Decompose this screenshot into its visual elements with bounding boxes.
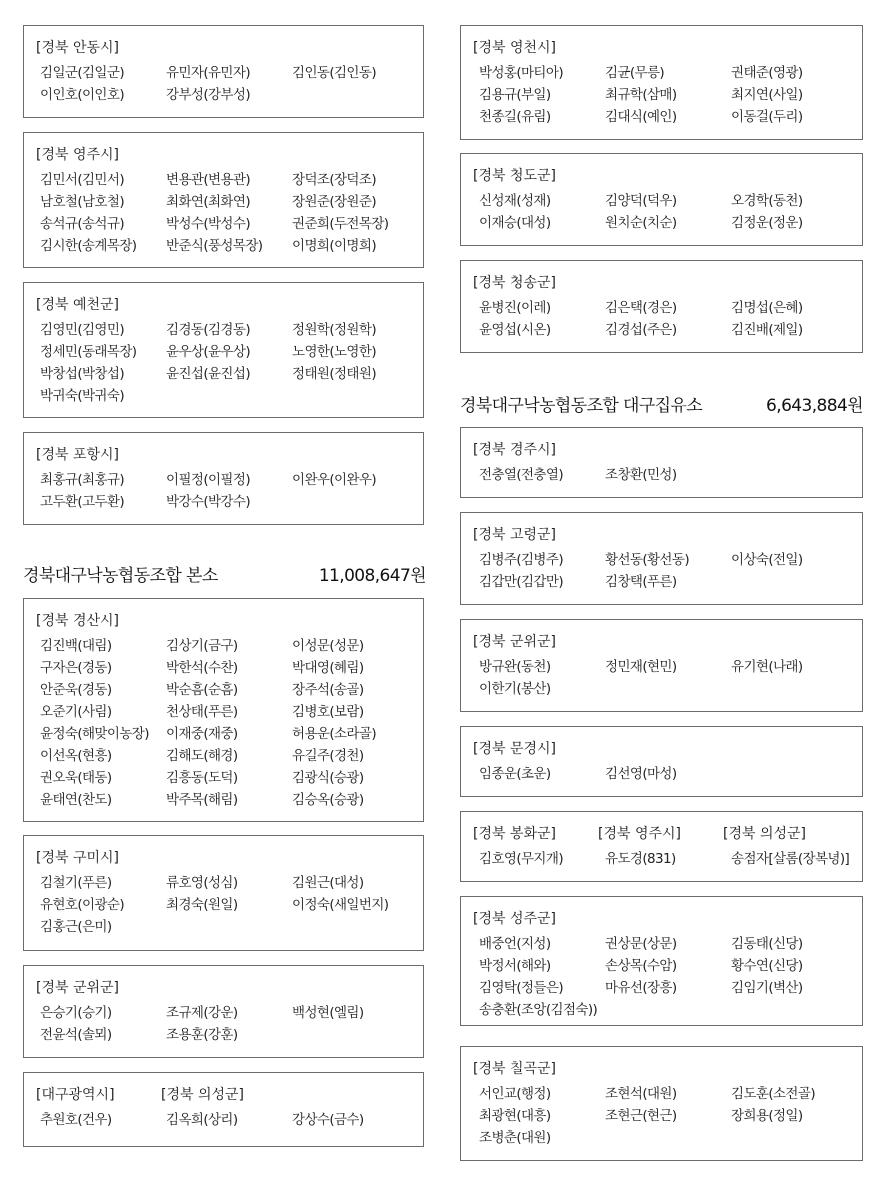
region-box xyxy=(460,1046,863,1161)
member-name: 박성수(박성수) xyxy=(166,216,250,232)
member-name: 박순흠(순흠) xyxy=(166,682,238,698)
member-name: 배중언(지성) xyxy=(479,936,551,952)
member-name: 조규제(강운) xyxy=(166,1005,238,1021)
region-header-row xyxy=(473,908,862,927)
member-name: 이명희(이명희) xyxy=(292,238,376,254)
member-list xyxy=(40,319,423,407)
member-name: 김영탁(정들은) xyxy=(479,980,563,996)
region-label: [경북 군위군] xyxy=(36,980,119,996)
member-name: 조용훈(강훈) xyxy=(166,1027,238,1043)
member-name: 김진배(제일) xyxy=(731,322,803,338)
member-name: 김임기(벽산) xyxy=(731,980,803,996)
member-list xyxy=(479,1083,862,1149)
member-name: 박강수(박강수) xyxy=(166,494,250,510)
member-name: 이선옥(현흥) xyxy=(40,748,112,764)
member-name: 김경섭(주은) xyxy=(605,322,677,338)
member-list xyxy=(479,656,862,700)
member-name: 임종운(초운) xyxy=(479,766,551,782)
region-header-row xyxy=(473,524,862,543)
member-name: 정민재(현민) xyxy=(605,659,677,675)
member-list xyxy=(479,763,862,785)
member-name: 허용운(소라골) xyxy=(292,726,376,742)
member-name: 김승옥(승광) xyxy=(292,792,364,808)
member-name: 윤진섭(윤진섭) xyxy=(166,366,250,382)
region-header-row xyxy=(473,631,862,650)
member-name: 추원호(건우) xyxy=(40,1112,112,1128)
region-box xyxy=(23,282,424,418)
region-label: [경북 의성군] xyxy=(723,826,806,842)
member-name: 최지연(사일) xyxy=(731,87,803,103)
member-name: 정태원(정태원) xyxy=(292,366,376,382)
member-name: 권준희(두전목장) xyxy=(292,216,389,232)
region-box xyxy=(23,965,424,1058)
member-name: 안준욱(경동) xyxy=(40,682,112,698)
section-amount: 6,643,884원 xyxy=(766,395,863,416)
region-label: [경북 영천시] xyxy=(473,40,556,56)
region-label: [경북 고령군] xyxy=(473,527,556,543)
member-name: 이정숙(새일번지) xyxy=(292,897,389,913)
member-name: 방규완(동천) xyxy=(479,659,551,675)
section-title: 경북대구낙농협동조합 본소 xyxy=(23,565,218,586)
region-header-row xyxy=(36,37,423,56)
section-title: 경북대구낙농협동조합 대구집유소 xyxy=(460,395,703,416)
member-list xyxy=(40,635,423,811)
region-label: [경북 칠곡군] xyxy=(473,1061,556,1077)
member-list xyxy=(479,848,862,870)
region-label: [경북 의성군] xyxy=(161,1087,244,1103)
member-name: 정세민(동래목장) xyxy=(40,344,137,360)
member-name: 신성재(성재) xyxy=(479,193,551,209)
region-header-row xyxy=(36,144,423,163)
member-name: 이재승(대성) xyxy=(479,215,551,231)
region-header-row xyxy=(473,1058,862,1077)
region-header-row xyxy=(473,439,862,458)
region-box xyxy=(23,25,424,118)
region-label: [경북 봉화군] xyxy=(473,826,556,842)
member-name: 박귀숙(박귀숙) xyxy=(40,388,124,404)
region-label: [경북 성주군] xyxy=(473,911,556,927)
region-header-row xyxy=(473,165,862,184)
member-name: 황선동(황선동) xyxy=(605,552,689,568)
member-name: 김철기(푸른) xyxy=(40,875,112,891)
member-name: 윤병진(이레) xyxy=(479,300,551,316)
member-name: 마유선(장흥) xyxy=(605,980,677,996)
member-name: 김선영(마성) xyxy=(605,766,677,782)
member-name: 박성홍(마티아) xyxy=(479,65,563,81)
member-name: 김은택(경은) xyxy=(605,300,677,316)
member-name: 김도훈(소전골) xyxy=(731,1086,815,1102)
member-name: 김원근(대성) xyxy=(292,875,364,891)
region-label: [경북 영주시] xyxy=(598,826,681,842)
member-name: 류호영(성심) xyxy=(166,875,238,891)
member-name: 송석규(송석규) xyxy=(40,216,124,232)
member-name: 윤태연(찬도) xyxy=(40,792,112,808)
member-name: 김갑만(김갑만) xyxy=(479,574,563,590)
section-header-daegu xyxy=(460,391,863,415)
member-list xyxy=(40,872,423,938)
member-name: 김병호(보람) xyxy=(292,704,364,720)
member-name: 조현석(대원) xyxy=(605,1086,677,1102)
region-header-row xyxy=(473,738,862,757)
region-header-row xyxy=(36,610,423,629)
region-header-row xyxy=(36,977,423,996)
region-header-row xyxy=(473,37,862,56)
member-name: 은승기(승기) xyxy=(40,1005,112,1021)
member-name: 김흥동(도덕) xyxy=(166,770,238,786)
member-name: 서인교(행정) xyxy=(479,1086,551,1102)
member-name: 김해도(해경) xyxy=(166,748,238,764)
region-box xyxy=(460,726,863,797)
region-header-row xyxy=(36,1084,423,1103)
region-label: [경북 청도군] xyxy=(473,168,556,184)
member-name: 김창택(푸른) xyxy=(605,574,677,590)
member-name: 이필정(이필정) xyxy=(166,472,250,488)
member-name: 장희용(정일) xyxy=(731,1108,803,1124)
member-name: 권오욱(태동) xyxy=(40,770,112,786)
member-list xyxy=(479,62,862,128)
member-name: 원치순(치순) xyxy=(605,215,677,231)
member-name: 김동태(신당) xyxy=(731,936,803,952)
member-name: 백성현(엘림) xyxy=(292,1005,364,1021)
member-name: 유기현(나래) xyxy=(731,659,803,675)
member-list xyxy=(40,169,423,257)
section-amount: 11,008,647원 xyxy=(318,565,426,586)
region-box xyxy=(23,598,424,822)
member-name: 최홍규(최홍규) xyxy=(40,472,124,488)
member-list xyxy=(479,549,862,593)
region-label: [경북 문경시] xyxy=(473,741,556,757)
member-name: 유길주(경천) xyxy=(292,748,364,764)
member-name: 최경숙(원일) xyxy=(166,897,238,913)
region-box xyxy=(460,619,863,712)
member-name: 박한석(수찬) xyxy=(166,660,238,676)
member-list xyxy=(40,1109,423,1131)
member-name: 변용관(변용관) xyxy=(166,172,250,188)
region-header-row xyxy=(36,294,423,313)
member-name: 박대영(혜림) xyxy=(292,660,364,676)
member-name: 김경동(김경동) xyxy=(166,322,250,338)
member-name: 김균(무릉) xyxy=(605,65,665,81)
member-name: 조창환(민성) xyxy=(605,467,677,483)
member-name: 권태준(영광) xyxy=(731,65,803,81)
member-name: 권상문(상문) xyxy=(605,936,677,952)
member-name: 강부성(강부성) xyxy=(166,87,250,103)
member-name: 이동걸(두리) xyxy=(731,109,803,125)
member-name: 오경학(동천) xyxy=(731,193,803,209)
member-name: 최화연(최화연) xyxy=(166,194,250,210)
member-list xyxy=(479,464,862,486)
member-name: 김정운(정운) xyxy=(731,215,803,231)
region-label: [경북 청송군] xyxy=(473,275,556,291)
member-name: 김민서(김민서) xyxy=(40,172,124,188)
member-name: 천종길(유림) xyxy=(479,109,551,125)
member-name: 김영민(김영민) xyxy=(40,322,124,338)
member-name: 김용규(부일) xyxy=(479,87,551,103)
member-name: 유민자(유민자) xyxy=(166,65,250,81)
member-name: 최광현(대흥) xyxy=(479,1108,551,1124)
member-name: 강상수(금수) xyxy=(292,1112,364,1128)
member-name: 구자은(경동) xyxy=(40,660,112,676)
member-name: 김일군(김일군) xyxy=(40,65,124,81)
member-name: 김명섭(은혜) xyxy=(731,300,803,316)
member-name: 김진백(대림) xyxy=(40,638,112,654)
member-name: 박주목(해림) xyxy=(166,792,238,808)
region-header-row xyxy=(36,444,423,463)
region-label: [대구광역시] xyxy=(36,1087,115,1103)
member-list xyxy=(40,1002,423,1046)
member-name: 장주석(송골) xyxy=(292,682,364,698)
region-label: [경북 경산시] xyxy=(36,613,119,629)
member-name: 유도경(831) xyxy=(605,851,676,867)
region-box xyxy=(23,1072,424,1147)
region-label: [경북 군위군] xyxy=(473,634,556,650)
member-name: 천상태(푸른) xyxy=(166,704,238,720)
member-name: 김상기(금구) xyxy=(166,638,238,654)
member-name: 김광식(승광) xyxy=(292,770,364,786)
member-name: 오준기(사림) xyxy=(40,704,112,720)
member-name: 최규학(삼매) xyxy=(605,87,677,103)
region-box xyxy=(23,132,424,268)
member-name: 김양덕(덕우) xyxy=(605,193,677,209)
region-box xyxy=(460,896,863,1026)
member-name: 송충환(조앙(김점숙)) xyxy=(479,1002,598,1018)
member-name: 조현근(현근) xyxy=(605,1108,677,1124)
member-name: 이재중(재중) xyxy=(166,726,238,742)
member-name: 김인동(김인동) xyxy=(292,65,376,81)
member-list xyxy=(479,297,862,341)
member-list xyxy=(40,62,423,106)
member-list xyxy=(40,469,423,513)
region-label: [경북 포항시] xyxy=(36,447,119,463)
member-name: 황수연(신당) xyxy=(731,958,803,974)
member-name: 이인호(이인호) xyxy=(40,87,124,103)
region-box xyxy=(460,25,863,140)
member-name: 정원학(정원학) xyxy=(292,322,376,338)
region-box xyxy=(460,260,863,353)
section-header-main xyxy=(23,561,426,585)
region-box xyxy=(23,432,424,525)
region-box xyxy=(460,153,863,246)
member-name: 이한기(봉산) xyxy=(479,681,551,697)
region-label: [경북 안동시] xyxy=(36,40,119,56)
member-name: 이상숙(전일) xyxy=(731,552,803,568)
member-name: 장원준(장원준) xyxy=(292,194,376,210)
member-name: 전충열(전충열) xyxy=(479,467,563,483)
member-name: 송점자[살롬(장복녕)] xyxy=(731,851,850,867)
member-name: 노영한(노영한) xyxy=(292,344,376,360)
member-name: 박정서(해와) xyxy=(479,958,551,974)
region-header-row xyxy=(36,847,423,866)
region-header-row xyxy=(473,272,862,291)
member-name: 윤우상(윤우상) xyxy=(166,344,250,360)
member-list xyxy=(479,190,862,234)
member-list xyxy=(479,933,862,1021)
member-name: 이완우(이완우) xyxy=(292,472,376,488)
region-box xyxy=(23,835,424,951)
region-label: [경북 예천군] xyxy=(36,297,119,313)
member-name: 전윤석(솔뫼) xyxy=(40,1027,112,1043)
member-name: 반준식(풍성목장) xyxy=(166,238,263,254)
member-name: 유현호(이광순) xyxy=(40,897,124,913)
member-name: 이성문(성문) xyxy=(292,638,364,654)
member-name: 김홍근(은미) xyxy=(40,919,112,935)
member-name: 윤정숙(해맞이농장) xyxy=(40,726,149,742)
member-name: 남호철(남호철) xyxy=(40,194,124,210)
member-name: 손상목(수암) xyxy=(605,958,677,974)
region-label: [경북 영주시] xyxy=(36,147,119,163)
region-box xyxy=(460,427,863,498)
member-name: 박창섭(박창섭) xyxy=(40,366,124,382)
member-name: 고두환(고두환) xyxy=(40,494,124,510)
member-name: 김대식(예인) xyxy=(605,109,677,125)
member-name: 윤영섭(시온) xyxy=(479,322,551,338)
member-name: 조병춘(대원) xyxy=(479,1130,551,1146)
member-name: 장덕조(장덕조) xyxy=(292,172,376,188)
region-header-row xyxy=(473,823,862,842)
region-box xyxy=(460,512,863,605)
member-name: 김호영(무지개) xyxy=(479,851,563,867)
region-label: [경북 경주시] xyxy=(473,442,556,458)
member-name: 김병주(김병주) xyxy=(479,552,563,568)
member-name: 김시한(송계목장) xyxy=(40,238,137,254)
region-box xyxy=(460,811,863,882)
member-name: 김옥희(상리) xyxy=(166,1112,238,1128)
region-label: [경북 구미시] xyxy=(36,850,119,866)
